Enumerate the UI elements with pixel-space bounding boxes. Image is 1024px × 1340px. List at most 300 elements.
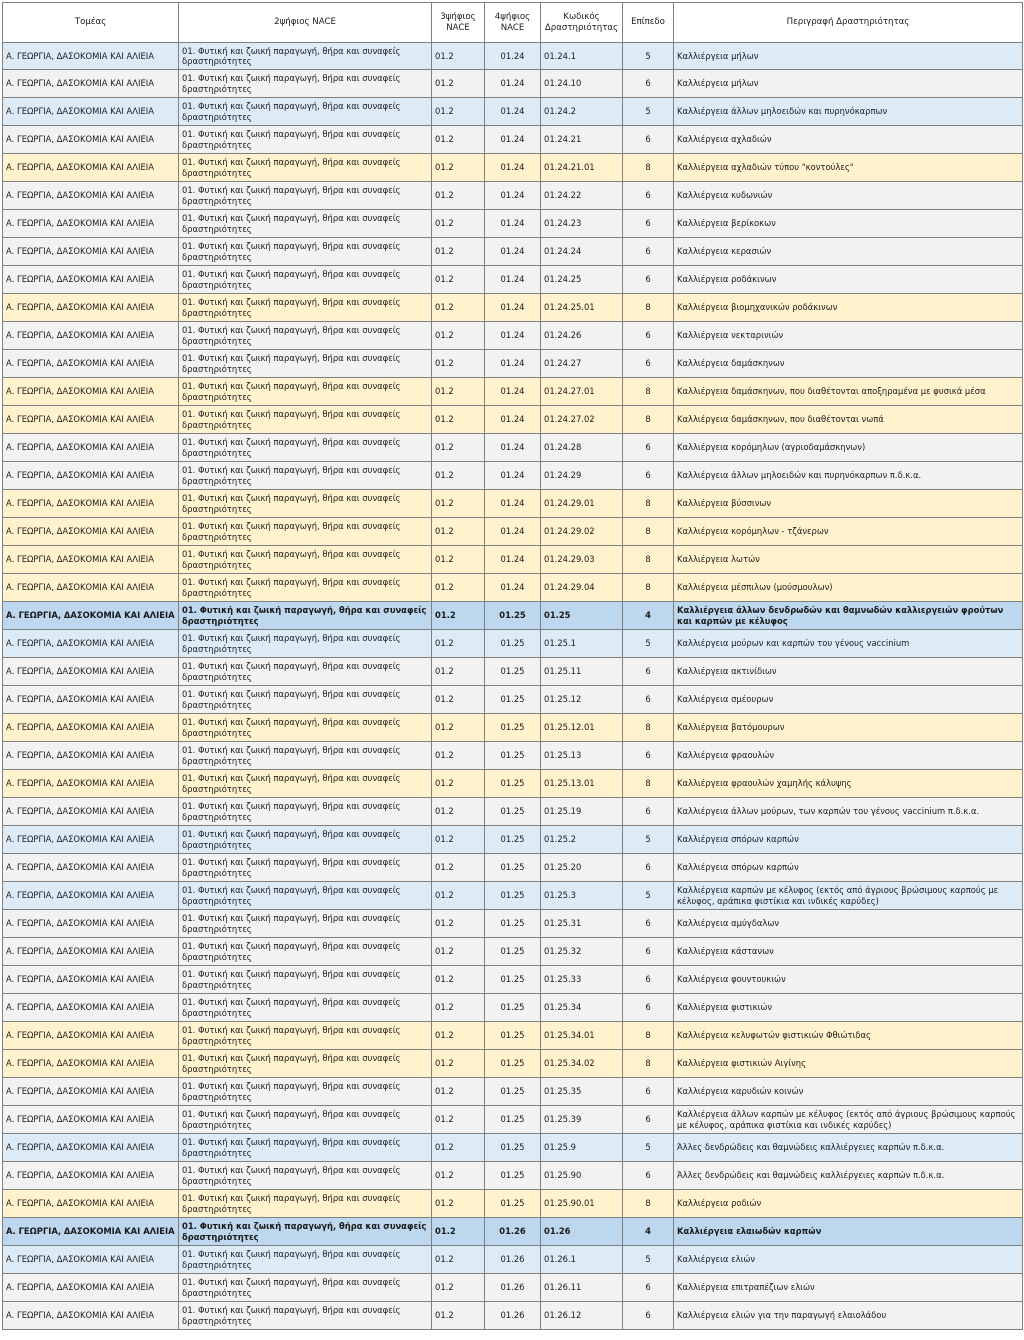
cell-sector[interactable]: Α. ΓΕΩΡΓΙΑ, ΔΑΣΟΚΟΜΙΑ ΚΑΙ ΑΛΙΕΙΑ <box>3 1190 179 1218</box>
cell-description[interactable]: Καλλιέργεια κάστανων <box>674 938 1023 966</box>
cell-nace3[interactable]: 01.2 <box>432 350 485 378</box>
cell-nace2[interactable]: 01. Φυτική και ζωική παραγωγή, θήρα και συναφείς δραστηριότητες <box>179 434 432 462</box>
cell-nace2[interactable]: 01. Φυτική και ζωική παραγωγή, θήρα και συναφείς δραστηριότητες <box>179 854 432 882</box>
cell-activity-code[interactable]: 01.25.12 <box>541 686 623 714</box>
cell-level[interactable]: 8 <box>623 714 674 742</box>
cell-sector[interactable]: Α. ΓΕΩΡΓΙΑ, ΔΑΣΟΚΟΜΙΑ ΚΑΙ ΑΛΙΕΙΑ <box>3 1078 179 1106</box>
cell-nace3[interactable]: 01.2 <box>432 686 485 714</box>
cell-level[interactable]: 5 <box>623 1134 674 1162</box>
cell-nace4[interactable]: 01.24 <box>485 210 541 238</box>
cell-sector[interactable]: Α. ΓΕΩΡΓΙΑ, ΔΑΣΟΚΟΜΙΑ ΚΑΙ ΑΛΙΕΙΑ <box>3 994 179 1022</box>
cell-nace4[interactable]: 01.26 <box>485 1218 541 1246</box>
cell-nace2[interactable]: 01. Φυτική και ζωική παραγωγή, θήρα και συναφείς δραστηριότητες <box>179 938 432 966</box>
cell-description[interactable]: Καλλιέργεια ροδάκινων <box>674 266 1023 294</box>
cell-activity-code[interactable]: 01.25.90 <box>541 1162 623 1190</box>
cell-nace2[interactable]: 01. Φυτική και ζωική παραγωγή, θήρα και συναφείς δραστηριότητες <box>179 238 432 266</box>
table-row[interactable] <box>3 1274 1023 1302</box>
cell-nace2[interactable]: 01. Φυτική και ζωική παραγωγή, θήρα και συναφείς δραστηριότητες <box>179 882 432 910</box>
cell-nace2[interactable]: 01. Φυτική και ζωική παραγωγή, θήρα και συναφείς δραστηριότητες <box>179 1134 432 1162</box>
cell-nace3[interactable]: 01.2 <box>432 602 485 630</box>
cell-sector[interactable]: Α. ΓΕΩΡΓΙΑ, ΔΑΣΟΚΟΜΙΑ ΚΑΙ ΑΛΙΕΙΑ <box>3 43 179 70</box>
cell-nace4[interactable]: 01.24 <box>485 462 541 490</box>
cell-nace2[interactable]: 01. Φυτική και ζωική παραγωγή, θήρα και συναφείς δραστηριότητες <box>179 546 432 574</box>
cell-level[interactable]: 8 <box>623 518 674 546</box>
cell-sector[interactable]: Α. ΓΕΩΡΓΙΑ, ΔΑΣΟΚΟΜΙΑ ΚΑΙ ΑΛΙΕΙΑ <box>3 434 179 462</box>
cell-nace3[interactable]: 01.2 <box>432 1246 485 1274</box>
cell-description[interactable]: Καλλιέργεια ελιών για την παραγωγή ελαιολάδου <box>674 1302 1023 1330</box>
cell-description[interactable]: Καλλιέργεια αμύγδαλων <box>674 910 1023 938</box>
cell-nace2[interactable]: 01. Φυτική και ζωική παραγωγή, θήρα και συναφείς δραστηριότητες <box>179 182 432 210</box>
cell-nace4[interactable]: 01.25 <box>485 630 541 658</box>
table-row[interactable] <box>3 1050 1023 1078</box>
cell-nace3[interactable]: 01.2 <box>432 70 485 98</box>
cell-sector[interactable]: Α. ΓΕΩΡΓΙΑ, ΔΑΣΟΚΟΜΙΑ ΚΑΙ ΑΛΙΕΙΑ <box>3 406 179 434</box>
cell-level[interactable]: 6 <box>623 994 674 1022</box>
cell-level[interactable]: 6 <box>623 238 674 266</box>
table-row[interactable] <box>3 70 1023 98</box>
cell-level[interactable]: 6 <box>623 126 674 154</box>
col-header-description[interactable]: Περιγραφή Δραστηριότητας <box>674 3 1023 43</box>
cell-nace2[interactable]: 01. Φυτική και ζωική παραγωγή, θήρα και συναφείς δραστηριότητες <box>179 826 432 854</box>
cell-activity-code[interactable]: 01.25.1 <box>541 630 623 658</box>
cell-sector[interactable]: Α. ΓΕΩΡΓΙΑ, ΔΑΣΟΚΟΜΙΑ ΚΑΙ ΑΛΙΕΙΑ <box>3 630 179 658</box>
cell-level[interactable]: 6 <box>623 266 674 294</box>
cell-sector[interactable]: Α. ΓΕΩΡΓΙΑ, ΔΑΣΟΚΟΜΙΑ ΚΑΙ ΑΛΙΕΙΑ <box>3 854 179 882</box>
cell-nace4[interactable]: 01.24 <box>485 350 541 378</box>
cell-activity-code[interactable]: 01.24.29.03 <box>541 546 623 574</box>
cell-nace3[interactable]: 01.2 <box>432 1190 485 1218</box>
cell-activity-code[interactable]: 01.24.28 <box>541 434 623 462</box>
cell-nace3[interactable]: 01.2 <box>432 210 485 238</box>
cell-level[interactable]: 8 <box>623 294 674 322</box>
cell-nace4[interactable]: 01.26 <box>485 1246 541 1274</box>
cell-sector[interactable]: Α. ΓΕΩΡΓΙΑ, ΔΑΣΟΚΟΜΙΑ ΚΑΙ ΑΛΙΕΙΑ <box>3 1302 179 1330</box>
cell-nace2[interactable]: 01. Φυτική και ζωική παραγωγή, θήρα και συναφείς δραστηριότητες <box>179 1302 432 1330</box>
cell-sector[interactable]: Α. ΓΕΩΡΓΙΑ, ΔΑΣΟΚΟΜΙΑ ΚΑΙ ΑΛΙΕΙΑ <box>3 574 179 602</box>
cell-nace2[interactable]: 01. Φυτική και ζωική παραγωγή, θήρα και συναφείς δραστηριότητες <box>179 126 432 154</box>
cell-nace3[interactable]: 01.2 <box>432 1134 485 1162</box>
cell-description[interactable]: Καλλιέργεια φουντουκιών <box>674 966 1023 994</box>
cell-nace2[interactable]: 01. Φυτική και ζωική παραγωγή, θήρα και συναφείς δραστηριότητες <box>179 406 432 434</box>
cell-nace2[interactable]: 01. Φυτική και ζωική παραγωγή, θήρα και συναφείς δραστηριότητες <box>179 210 432 238</box>
table-row[interactable] <box>3 938 1023 966</box>
cell-nace4[interactable]: 01.24 <box>485 434 541 462</box>
cell-description[interactable]: Καλλιέργεια σπόρων καρπών <box>674 854 1023 882</box>
cell-nace2[interactable]: 01. Φυτική και ζωική παραγωγή, θήρα και συναφείς δραστηριότητες <box>179 1274 432 1302</box>
table-row[interactable] <box>3 518 1023 546</box>
cell-sector[interactable]: Α. ΓΕΩΡΓΙΑ, ΔΑΣΟΚΟΜΙΑ ΚΑΙ ΑΛΙΕΙΑ <box>3 350 179 378</box>
cell-nace3[interactable]: 01.2 <box>432 462 485 490</box>
cell-nace2[interactable]: 01. Φυτική και ζωική παραγωγή, θήρα και συναφείς δραστηριότητες <box>179 490 432 518</box>
cell-nace2[interactable]: 01. Φυτική και ζωική παραγωγή, θήρα και συναφείς δραστηριότητες <box>179 154 432 182</box>
cell-activity-code[interactable]: 01.24.29 <box>541 462 623 490</box>
cell-sector[interactable]: Α. ΓΕΩΡΓΙΑ, ΔΑΣΟΚΟΜΙΑ ΚΑΙ ΑΛΙΕΙΑ <box>3 826 179 854</box>
cell-nace3[interactable]: 01.2 <box>432 490 485 518</box>
table-row[interactable] <box>3 854 1023 882</box>
cell-nace3[interactable]: 01.2 <box>432 406 485 434</box>
cell-nace3[interactable]: 01.2 <box>432 1162 485 1190</box>
cell-description[interactable]: Καλλιέργεια άλλων δενδρωδών και θαμνωδών καλλιεργειών φρούτων και καρπών με κέλυφος <box>674 602 1023 630</box>
col-header-nace4[interactable]: 4ψήφιος NACE <box>485 3 541 43</box>
cell-sector[interactable]: Α. ΓΕΩΡΓΙΑ, ΔΑΣΟΚΟΜΙΑ ΚΑΙ ΑΛΙΕΙΑ <box>3 322 179 350</box>
cell-sector[interactable]: Α. ΓΕΩΡΓΙΑ, ΔΑΣΟΚΟΜΙΑ ΚΑΙ ΑΛΙΕΙΑ <box>3 798 179 826</box>
table-row[interactable] <box>3 1302 1023 1330</box>
cell-nace3[interactable]: 01.2 <box>432 378 485 406</box>
cell-sector[interactable]: Α. ΓΕΩΡΓΙΑ, ΔΑΣΟΚΟΜΙΑ ΚΑΙ ΑΛΙΕΙΑ <box>3 1162 179 1190</box>
cell-level[interactable]: 6 <box>623 742 674 770</box>
cell-sector[interactable]: Α. ΓΕΩΡΓΙΑ, ΔΑΣΟΚΟΜΙΑ ΚΑΙ ΑΛΙΕΙΑ <box>3 518 179 546</box>
cell-nace2[interactable]: 01. Φυτική και ζωική παραγωγή, θήρα και συναφείς δραστηριότητες <box>179 378 432 406</box>
cell-description[interactable]: Καλλιέργεια άλλων καρπών με κέλυφος (εκτός από άγριους βρώσιμους καρπούς με κέλυφος, αράπικα φιστίκια και ινδικές καρύδες) <box>674 1106 1023 1134</box>
cell-activity-code[interactable]: 01.26.11 <box>541 1274 623 1302</box>
cell-description[interactable]: Καλλιέργεια κελυφωτών φιστικιών Φθιώτιδας <box>674 1022 1023 1050</box>
table-row[interactable] <box>3 1022 1023 1050</box>
cell-nace2[interactable]: 01. Φυτική και ζωική παραγωγή, θήρα και συναφείς δραστηριότητες <box>179 1106 432 1134</box>
cell-sector[interactable]: Α. ΓΕΩΡΓΙΑ, ΔΑΣΟΚΟΜΙΑ ΚΑΙ ΑΛΙΕΙΑ <box>3 210 179 238</box>
cell-activity-code[interactable]: 01.24.27 <box>541 350 623 378</box>
cell-sector[interactable]: Α. ΓΕΩΡΓΙΑ, ΔΑΣΟΚΟΜΙΑ ΚΑΙ ΑΛΙΕΙΑ <box>3 714 179 742</box>
cell-level[interactable]: 8 <box>623 406 674 434</box>
cell-nace3[interactable]: 01.2 <box>432 574 485 602</box>
cell-nace4[interactable]: 01.25 <box>485 686 541 714</box>
cell-nace3[interactable]: 01.2 <box>432 1106 485 1134</box>
table-row[interactable] <box>3 1134 1023 1162</box>
table-row[interactable] <box>3 490 1023 518</box>
cell-sector[interactable]: Α. ΓΕΩΡΓΙΑ, ΔΑΣΟΚΟΜΙΑ ΚΑΙ ΑΛΙΕΙΑ <box>3 686 179 714</box>
cell-sector[interactable]: Α. ΓΕΩΡΓΙΑ, ΔΑΣΟΚΟΜΙΑ ΚΑΙ ΑΛΙΕΙΑ <box>3 126 179 154</box>
cell-description[interactable]: Καλλιέργεια ροδιών <box>674 1190 1023 1218</box>
cell-activity-code[interactable]: 01.25.20 <box>541 854 623 882</box>
cell-nace2[interactable]: 01. Φυτική και ζωική παραγωγή, θήρα και συναφείς δραστηριότητες <box>179 994 432 1022</box>
cell-nace3[interactable]: 01.2 <box>432 994 485 1022</box>
cell-level[interactable]: 6 <box>623 1162 674 1190</box>
cell-activity-code[interactable]: 01.24.29.02 <box>541 518 623 546</box>
cell-level[interactable]: 6 <box>623 1106 674 1134</box>
cell-description[interactable]: Καλλιέργεια επιτραπέζιων ελιών <box>674 1274 1023 1302</box>
cell-activity-code[interactable]: 01.24.23 <box>541 210 623 238</box>
table-row[interactable] <box>3 1106 1023 1134</box>
col-header-nace3[interactable]: 3ψήφιος NACE <box>432 3 485 43</box>
cell-sector[interactable]: Α. ΓΕΩΡΓΙΑ, ΔΑΣΟΚΟΜΙΑ ΚΑΙ ΑΛΙΕΙΑ <box>3 98 179 126</box>
cell-nace2[interactable]: 01. Φυτική και ζωική παραγωγή, θήρα και συναφείς δραστηριότητες <box>179 518 432 546</box>
table-row[interactable] <box>3 210 1023 238</box>
cell-description[interactable]: Καλλιέργεια φιστικιών <box>674 994 1023 1022</box>
cell-nace3[interactable]: 01.2 <box>432 322 485 350</box>
cell-activity-code[interactable]: 01.24.10 <box>541 70 623 98</box>
cell-nace2[interactable]: 01. Φυτική και ζωική παραγωγή, θήρα και συναφείς δραστηριότητες <box>179 1050 432 1078</box>
cell-nace3[interactable]: 01.2 <box>432 882 485 910</box>
cell-nace4[interactable]: 01.24 <box>485 70 541 98</box>
cell-description[interactable]: Καλλιέργεια άλλων μούρων, των καρπών του γένους vaccinium π.δ.κ.α. <box>674 798 1023 826</box>
cell-nace2[interactable]: 01. Φυτική και ζωική παραγωγή, θήρα και συναφείς δραστηριότητες <box>179 966 432 994</box>
cell-sector[interactable]: Α. ΓΕΩΡΓΙΑ, ΔΑΣΟΚΟΜΙΑ ΚΑΙ ΑΛΙΕΙΑ <box>3 70 179 98</box>
cell-nace2[interactable]: 01. Φυτική και ζωική παραγωγή, θήρα και συναφείς δραστηριότητες <box>179 1190 432 1218</box>
cell-description[interactable]: Καλλιέργεια κορόμηλων - τζάνερων <box>674 518 1023 546</box>
cell-activity-code[interactable]: 01.26.12 <box>541 1302 623 1330</box>
cell-nace3[interactable]: 01.2 <box>432 154 485 182</box>
cell-activity-code[interactable]: 01.25.31 <box>541 910 623 938</box>
cell-nace3[interactable]: 01.2 <box>432 798 485 826</box>
cell-nace2[interactable]: 01. Φυτική και ζωική παραγωγή, θήρα και συναφείς δραστηριότητες <box>179 462 432 490</box>
cell-sector[interactable]: Α. ΓΕΩΡΓΙΑ, ΔΑΣΟΚΟΜΙΑ ΚΑΙ ΑΛΙΕΙΑ <box>3 910 179 938</box>
cell-description[interactable]: Καλλιέργεια βύσσινων <box>674 490 1023 518</box>
cell-level[interactable]: 6 <box>623 686 674 714</box>
cell-sector[interactable]: Α. ΓΕΩΡΓΙΑ, ΔΑΣΟΚΟΜΙΑ ΚΑΙ ΑΛΙΕΙΑ <box>3 1050 179 1078</box>
cell-description[interactable]: Καλλιέργεια δαμάσκηνων <box>674 350 1023 378</box>
table-row[interactable] <box>3 742 1023 770</box>
cell-nace3[interactable]: 01.2 <box>432 742 485 770</box>
table-row[interactable] <box>3 966 1023 994</box>
cell-level[interactable]: 6 <box>623 854 674 882</box>
cell-nace2[interactable]: 01. Φυτική και ζωική παραγωγή, θήρα και συναφείς δραστηριότητες <box>179 574 432 602</box>
cell-nace3[interactable]: 01.2 <box>432 1302 485 1330</box>
cell-description[interactable]: Καλλιέργεια μήλων <box>674 43 1023 70</box>
cell-level[interactable]: 6 <box>623 658 674 686</box>
cell-description[interactable]: Καλλιέργεια άλλων μηλοειδών και πυρηνόκαρπων <box>674 98 1023 126</box>
cell-nace4[interactable]: 01.25 <box>485 938 541 966</box>
cell-nace2[interactable]: 01. Φυτική και ζωική παραγωγή, θήρα και συναφείς δραστηριότητες <box>179 742 432 770</box>
cell-level[interactable]: 6 <box>623 350 674 378</box>
cell-activity-code[interactable]: 01.25.34.01 <box>541 1022 623 1050</box>
cell-nace4[interactable]: 01.25 <box>485 658 541 686</box>
cell-level[interactable]: 5 <box>623 98 674 126</box>
cell-level[interactable]: 8 <box>623 1022 674 1050</box>
cell-nace4[interactable]: 01.24 <box>485 294 541 322</box>
cell-activity-code[interactable]: 01.25.13 <box>541 742 623 770</box>
cell-activity-code[interactable]: 01.25.35 <box>541 1078 623 1106</box>
cell-nace3[interactable]: 01.2 <box>432 714 485 742</box>
cell-description[interactable]: Καλλιέργεια νεκταρινιών <box>674 322 1023 350</box>
table-row[interactable] <box>3 658 1023 686</box>
cell-level[interactable]: 8 <box>623 378 674 406</box>
cell-sector[interactable]: Α. ΓΕΩΡΓΙΑ, ΔΑΣΟΚΟΜΙΑ ΚΑΙ ΑΛΙΕΙΑ <box>3 1218 179 1246</box>
cell-nace4[interactable]: 01.24 <box>485 182 541 210</box>
table-row[interactable] <box>3 574 1023 602</box>
cell-level[interactable]: 8 <box>623 1190 674 1218</box>
table-row[interactable] <box>3 406 1023 434</box>
table-row[interactable] <box>3 686 1023 714</box>
cell-activity-code[interactable]: 01.24.24 <box>541 238 623 266</box>
table-row[interactable] <box>3 126 1023 154</box>
cell-description[interactable]: Καλλιέργεια μήλων <box>674 70 1023 98</box>
cell-activity-code[interactable]: 01.25.11 <box>541 658 623 686</box>
cell-nace4[interactable]: 01.25 <box>485 1162 541 1190</box>
cell-sector[interactable]: Α. ΓΕΩΡΓΙΑ, ΔΑΣΟΚΟΜΙΑ ΚΑΙ ΑΛΙΕΙΑ <box>3 266 179 294</box>
table-row[interactable] <box>3 294 1023 322</box>
cell-nace4[interactable]: 01.25 <box>485 1106 541 1134</box>
cell-level[interactable]: 6 <box>623 70 674 98</box>
cell-activity-code[interactable]: 01.24.25 <box>541 266 623 294</box>
cell-activity-code[interactable]: 01.25.34 <box>541 994 623 1022</box>
cell-sector[interactable]: Α. ΓΕΩΡΓΙΑ, ΔΑΣΟΚΟΜΙΑ ΚΑΙ ΑΛΙΕΙΑ <box>3 1134 179 1162</box>
cell-nace3[interactable]: 01.2 <box>432 854 485 882</box>
cell-nace4[interactable]: 01.24 <box>485 490 541 518</box>
cell-description[interactable]: Άλλες δενδρώδεις και θαμνώδεις καλλιέργειες καρπών π.δ.κ.α. <box>674 1134 1023 1162</box>
cell-nace4[interactable]: 01.25 <box>485 1134 541 1162</box>
col-header-nace2[interactable]: 2ψήφιος NACE <box>179 3 432 43</box>
cell-nace2[interactable]: 01. Φυτική και ζωική παραγωγή, θήρα και συναφείς δραστηριότητες <box>179 70 432 98</box>
cell-nace3[interactable]: 01.2 <box>432 1050 485 1078</box>
cell-level[interactable]: 4 <box>623 1218 674 1246</box>
cell-nace4[interactable]: 01.25 <box>485 742 541 770</box>
cell-nace4[interactable]: 01.24 <box>485 126 541 154</box>
cell-nace3[interactable]: 01.2 <box>432 938 485 966</box>
cell-description[interactable]: Καλλιέργεια καρπών με κέλυφος (εκτός από άγριους βρώσιμους καρπούς με κέλυφος, αράπικα φιστίκια και ινδικές καρύδες) <box>674 882 1023 910</box>
table-row[interactable] <box>3 826 1023 854</box>
cell-nace3[interactable]: 01.2 <box>432 294 485 322</box>
table-row[interactable] <box>3 434 1023 462</box>
cell-nace3[interactable]: 01.2 <box>432 546 485 574</box>
cell-level[interactable]: 6 <box>623 182 674 210</box>
cell-sector[interactable]: Α. ΓΕΩΡΓΙΑ, ΔΑΣΟΚΟΜΙΑ ΚΑΙ ΑΛΙΕΙΑ <box>3 1022 179 1050</box>
cell-nace4[interactable]: 01.24 <box>485 406 541 434</box>
cell-nace3[interactable]: 01.2 <box>432 910 485 938</box>
cell-description[interactable]: Καλλιέργεια φραουλών χαμηλής κάλυψης <box>674 770 1023 798</box>
cell-nace3[interactable]: 01.2 <box>432 518 485 546</box>
cell-description[interactable]: Καλλιέργεια μούρων και καρπών του γένους vaccinium <box>674 630 1023 658</box>
table-row[interactable] <box>3 546 1023 574</box>
cell-nace3[interactable]: 01.2 <box>432 98 485 126</box>
cell-activity-code[interactable]: 01.24.29.01 <box>541 490 623 518</box>
cell-sector[interactable]: Α. ΓΕΩΡΓΙΑ, ΔΑΣΟΚΟΜΙΑ ΚΑΙ ΑΛΙΕΙΑ <box>3 238 179 266</box>
cell-nace4[interactable]: 01.24 <box>485 574 541 602</box>
cell-nace3[interactable]: 01.2 <box>432 1274 485 1302</box>
table-row[interactable] <box>3 238 1023 266</box>
cell-sector[interactable]: Α. ΓΕΩΡΓΙΑ, ΔΑΣΟΚΟΜΙΑ ΚΑΙ ΑΛΙΕΙΑ <box>3 1274 179 1302</box>
cell-nace4[interactable]: 01.25 <box>485 714 541 742</box>
cell-activity-code[interactable]: 01.25.19 <box>541 798 623 826</box>
cell-nace4[interactable]: 01.25 <box>485 1050 541 1078</box>
cell-level[interactable]: 6 <box>623 462 674 490</box>
cell-nace3[interactable]: 01.2 <box>432 126 485 154</box>
cell-level[interactable]: 4 <box>623 602 674 630</box>
cell-level[interactable]: 8 <box>623 1050 674 1078</box>
table-row[interactable] <box>3 154 1023 182</box>
table-row[interactable] <box>3 322 1023 350</box>
cell-description[interactable]: Καλλιέργεια αχλαδιών τύπου "κοντούλες" <box>674 154 1023 182</box>
cell-nace4[interactable]: 01.24 <box>485 98 541 126</box>
cell-level[interactable]: 6 <box>623 322 674 350</box>
cell-description[interactable]: Καλλιέργεια κυδωνιών <box>674 182 1023 210</box>
cell-nace2[interactable]: 01. Φυτική και ζωική παραγωγή, θήρα και συναφείς δραστηριότητες <box>179 798 432 826</box>
cell-nace2[interactable]: 01. Φυτική και ζωική παραγωγή, θήρα και συναφείς δραστηριότητες <box>179 1246 432 1274</box>
cell-activity-code[interactable]: 01.24.21.01 <box>541 154 623 182</box>
cell-nace2[interactable]: 01. Φυτική και ζωική παραγωγή, θήρα και συναφείς δραστηριότητες <box>179 294 432 322</box>
table-row[interactable] <box>3 994 1023 1022</box>
cell-activity-code[interactable]: 01.24.27.02 <box>541 406 623 434</box>
table-row[interactable] <box>3 98 1023 126</box>
cell-activity-code[interactable]: 01.24.26 <box>541 322 623 350</box>
cell-level[interactable]: 6 <box>623 1078 674 1106</box>
cell-nace4[interactable]: 01.26 <box>485 1274 541 1302</box>
cell-nace2[interactable]: 01. Φυτική και ζωική παραγωγή, θήρα και συναφείς δραστηριότητες <box>179 630 432 658</box>
cell-nace3[interactable]: 01.2 <box>432 1218 485 1246</box>
cell-nace3[interactable]: 01.2 <box>432 43 485 70</box>
cell-nace2[interactable]: 01. Φυτική και ζωική παραγωγή, θήρα και συναφείς δραστηριότητες <box>179 1162 432 1190</box>
cell-description[interactable]: Καλλιέργεια δαμάσκηνων, που διαθέτονται νωπά <box>674 406 1023 434</box>
cell-nace3[interactable]: 01.2 <box>432 1022 485 1050</box>
cell-sector[interactable]: Α. ΓΕΩΡΓΙΑ, ΔΑΣΟΚΟΜΙΑ ΚΑΙ ΑΛΙΕΙΑ <box>3 882 179 910</box>
cell-nace2[interactable]: 01. Φυτική και ζωική παραγωγή, θήρα και συναφείς δραστηριότητες <box>179 43 432 70</box>
cell-sector[interactable]: Α. ΓΕΩΡΓΙΑ, ΔΑΣΟΚΟΜΙΑ ΚΑΙ ΑΛΙΕΙΑ <box>3 938 179 966</box>
cell-nace2[interactable]: 01. Φυτική και ζωική παραγωγή, θήρα και συναφείς δραστηριότητες <box>179 1218 432 1246</box>
cell-nace4[interactable]: 01.25 <box>485 1022 541 1050</box>
cell-activity-code[interactable]: 01.24.29.04 <box>541 574 623 602</box>
table-row[interactable] <box>3 882 1023 910</box>
cell-nace2[interactable]: 01. Φυτική και ζωική παραγωγή, θήρα και συναφείς δραστηριότητες <box>179 602 432 630</box>
table-row[interactable] <box>3 378 1023 406</box>
cell-nace4[interactable]: 01.25 <box>485 826 541 854</box>
cell-nace4[interactable]: 01.25 <box>485 882 541 910</box>
cell-nace4[interactable]: 01.26 <box>485 1302 541 1330</box>
cell-nace2[interactable]: 01. Φυτική και ζωική παραγωγή, θήρα και συναφείς δραστηριότητες <box>179 1022 432 1050</box>
cell-description[interactable]: Καλλιέργεια σπόρων καρπών <box>674 826 1023 854</box>
table-row[interactable] <box>3 266 1023 294</box>
table-row[interactable] <box>3 1246 1023 1274</box>
cell-nace3[interactable]: 01.2 <box>432 630 485 658</box>
table-row[interactable] <box>3 43 1023 70</box>
cell-description[interactable]: Καλλιέργεια κερασιών <box>674 238 1023 266</box>
cell-level[interactable]: 6 <box>623 910 674 938</box>
cell-nace4[interactable]: 01.25 <box>485 910 541 938</box>
cell-sector[interactable]: Α. ΓΕΩΡΓΙΑ, ΔΑΣΟΚΟΜΙΑ ΚΑΙ ΑΛΙΕΙΑ <box>3 1106 179 1134</box>
table-row[interactable] <box>3 602 1023 630</box>
cell-sector[interactable]: Α. ΓΕΩΡΓΙΑ, ΔΑΣΟΚΟΜΙΑ ΚΑΙ ΑΛΙΕΙΑ <box>3 378 179 406</box>
cell-level[interactable]: 6 <box>623 210 674 238</box>
cell-level[interactable]: 8 <box>623 574 674 602</box>
cell-nace3[interactable]: 01.2 <box>432 266 485 294</box>
cell-sector[interactable]: Α. ΓΕΩΡΓΙΑ, ΔΑΣΟΚΟΜΙΑ ΚΑΙ ΑΛΙΕΙΑ <box>3 602 179 630</box>
cell-nace4[interactable]: 01.25 <box>485 966 541 994</box>
cell-nace2[interactable]: 01. Φυτική και ζωική παραγωγή, θήρα και συναφείς δραστηριότητες <box>179 322 432 350</box>
cell-level[interactable]: 6 <box>623 434 674 462</box>
cell-level[interactable]: 5 <box>623 1246 674 1274</box>
cell-activity-code[interactable]: 01.24.21 <box>541 126 623 154</box>
cell-description[interactable]: Άλλες δενδρώδεις και θαμνώδεις καλλιέργειες καρπών π.δ.κ.α. <box>674 1162 1023 1190</box>
col-header-level[interactable]: Επίπεδο <box>623 3 674 43</box>
cell-description[interactable]: Καλλιέργεια φιστικιών Αιγίνης <box>674 1050 1023 1078</box>
cell-activity-code[interactable]: 01.24.25.01 <box>541 294 623 322</box>
cell-description[interactable]: Καλλιέργεια δαμάσκηνων, που διαθέτονται αποξηραμένα με φυσικά μέσα <box>674 378 1023 406</box>
cell-nace4[interactable]: 01.25 <box>485 770 541 798</box>
cell-level[interactable]: 8 <box>623 546 674 574</box>
cell-level[interactable]: 5 <box>623 43 674 70</box>
cell-nace2[interactable]: 01. Φυτική και ζωική παραγωγή, θήρα και συναφείς δραστηριότητες <box>179 266 432 294</box>
cell-nace3[interactable]: 01.2 <box>432 770 485 798</box>
cell-description[interactable]: Καλλιέργεια βερίκοκων <box>674 210 1023 238</box>
table-row[interactable] <box>3 798 1023 826</box>
cell-nace4[interactable]: 01.24 <box>485 518 541 546</box>
cell-activity-code[interactable]: 01.24.27.01 <box>541 378 623 406</box>
cell-description[interactable]: Καλλιέργεια λωτών <box>674 546 1023 574</box>
cell-description[interactable]: Καλλιέργεια ακτινίδιων <box>674 658 1023 686</box>
cell-nace3[interactable]: 01.2 <box>432 1078 485 1106</box>
cell-level[interactable]: 6 <box>623 798 674 826</box>
cell-nace2[interactable]: 01. Φυτική και ζωική παραγωγή, θήρα και συναφείς δραστηριότητες <box>179 350 432 378</box>
table-row[interactable] <box>3 770 1023 798</box>
cell-description[interactable]: Καλλιέργεια βιομηχανικών ροδάκινων <box>674 294 1023 322</box>
cell-sector[interactable]: Α. ΓΕΩΡΓΙΑ, ΔΑΣΟΚΟΜΙΑ ΚΑΙ ΑΛΙΕΙΑ <box>3 490 179 518</box>
cell-description[interactable]: Καλλιέργεια βατόμουρων <box>674 714 1023 742</box>
table-row[interactable] <box>3 630 1023 658</box>
table-row[interactable] <box>3 714 1023 742</box>
cell-sector[interactable]: Α. ΓΕΩΡΓΙΑ, ΔΑΣΟΚΟΜΙΑ ΚΑΙ ΑΛΙΕΙΑ <box>3 462 179 490</box>
cell-nace4[interactable]: 01.25 <box>485 854 541 882</box>
cell-nace4[interactable]: 01.24 <box>485 154 541 182</box>
cell-activity-code[interactable]: 01.26 <box>541 1218 623 1246</box>
cell-nace4[interactable]: 01.24 <box>485 378 541 406</box>
col-header-activity-code[interactable]: Κωδικός Δραστηριότητας <box>541 3 623 43</box>
